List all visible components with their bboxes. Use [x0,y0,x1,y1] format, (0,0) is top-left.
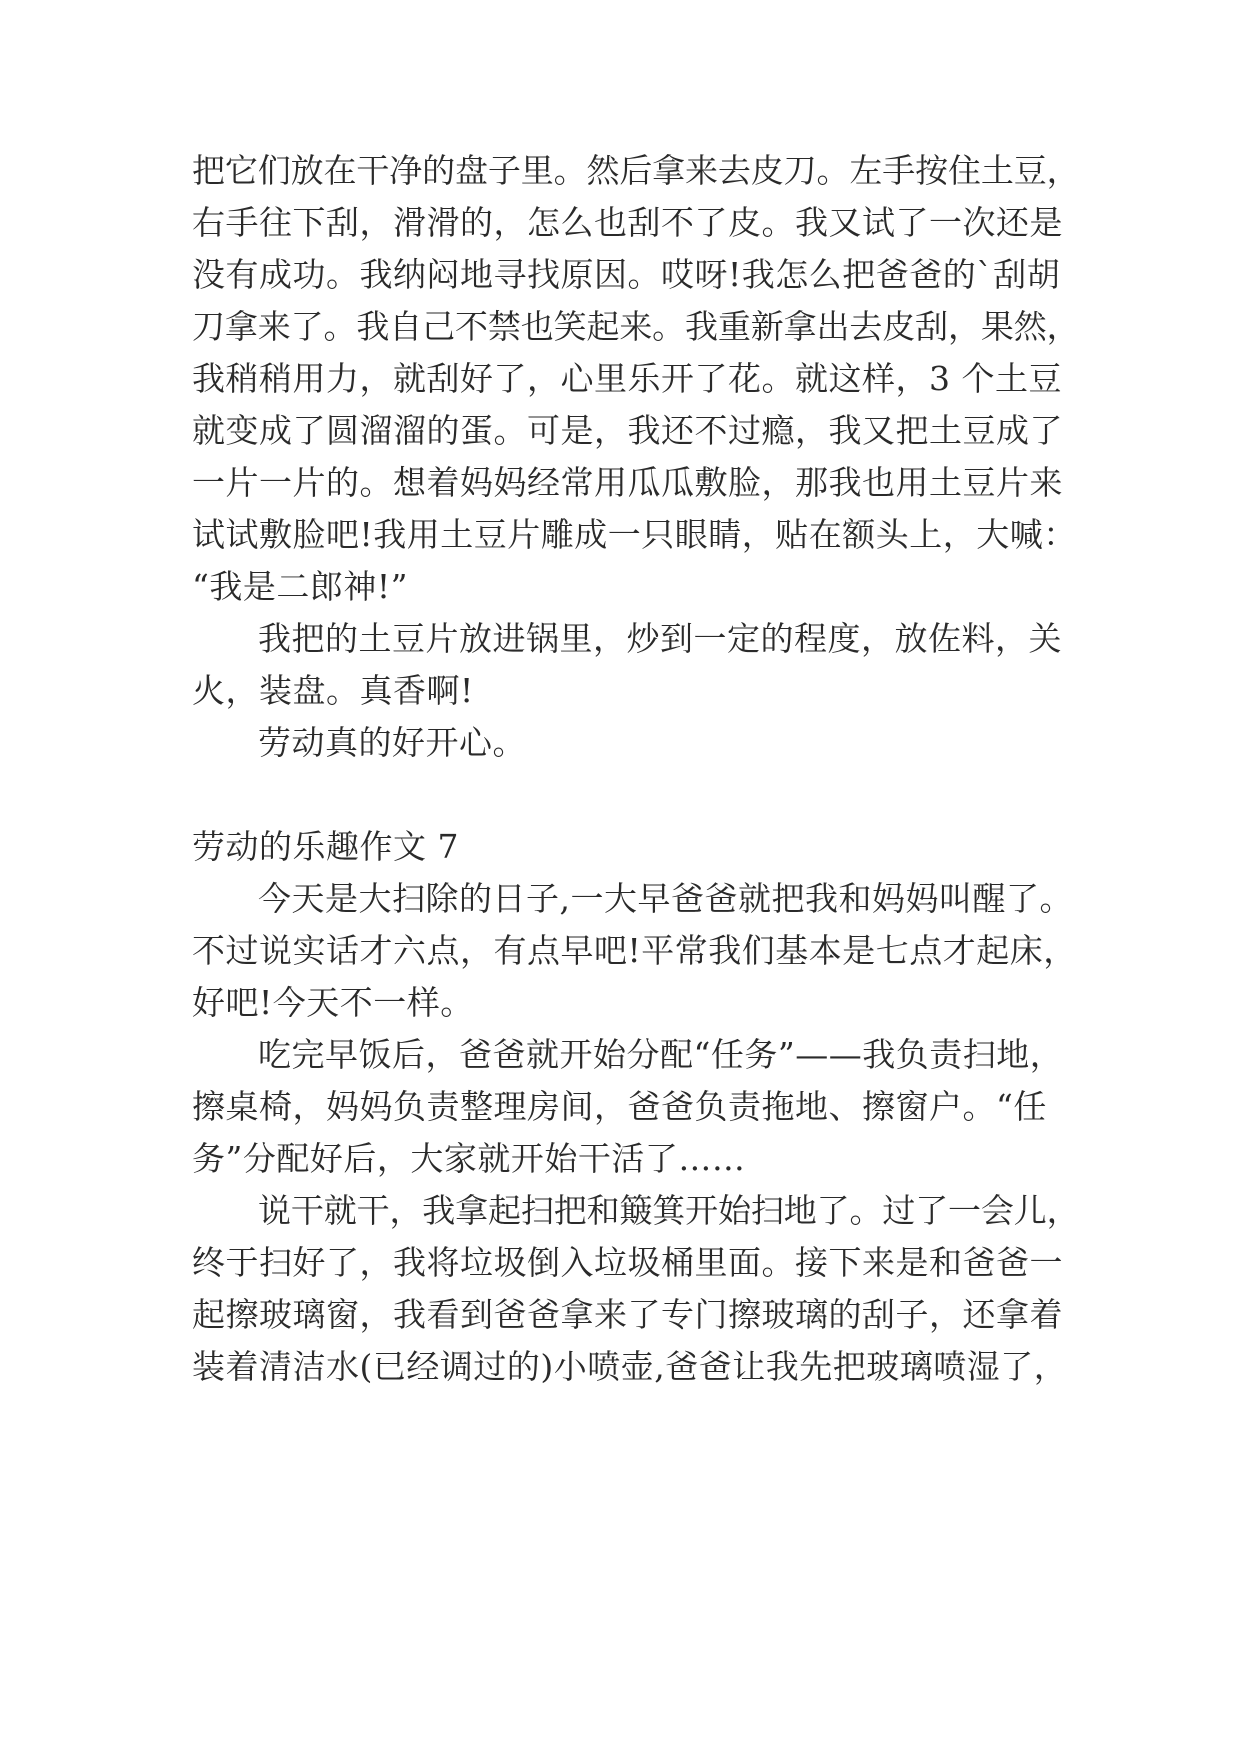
text-line: 火，装盘。真香啊! [192,671,474,710]
text-line: 我稍稍用力，就刮好了，心里乐开了花。就这样，3 个土豆 [192,359,1062,398]
text-line: 一片一片的。想着妈妈经常用瓜瓜敷脸，那我也用土豆片来 [192,463,1063,502]
text-line: 右手往下刮，滑滑的，怎么也刮不了皮。我又试了一次还是 [192,203,1063,242]
text-line: 终于扫好了，我将垃圾倒入垃圾桶里面。接下来是和爸爸一 [192,1243,1063,1282]
text-line: 务”分配好后，大家就开始干活了…… [192,1139,746,1178]
text-line: 擦桌椅，妈妈负责整理房间，爸爸负责拖地、擦窗户。“任 [192,1087,1047,1126]
text-line: 好吧!今天不一样。 [192,983,474,1022]
section-title: 劳动的乐趣作文 7 [192,827,459,866]
paragraph-start: 劳动真的好开心。 [258,723,526,762]
paragraph-start: 说干就干，我拿起扫把和簸箕开始扫地了。过了一会儿， [258,1191,1080,1230]
text-line: 起擦玻璃窗，我看到爸爸拿来了专门擦玻璃的刮子，还拿着 [192,1295,1063,1334]
paragraph-start: 我把的土豆片放进锅里，炒到一定的程度，放佐料，关 [258,619,1062,658]
text-line: 刀拿来了。我自己不禁也笑起来。我重新拿出去皮刮，果然， [192,307,1080,346]
paragraph-start: 吃完早饭后，爸爸就开始分配“任务”——我负责扫地， [258,1035,1064,1074]
text-line: 把它们放在干净的盘子里。然后拿来去皮刀。左手按住土豆， [192,151,1080,190]
text-line: 不过说实话才六点，有点早吧!平常我们基本是七点才起床， [192,931,1077,970]
text-line: “我是二郎神!” [192,567,409,606]
text-line: 试试敷脸吧!我用土豆片雕成一只眼睛，贴在额头上，大喊： [192,515,1077,554]
text-line: 就变成了圆溜溜的蛋。可是，我还不过瘾，我又把土豆成了 [192,411,1063,450]
paragraph-start: 今天是大扫除的日子,一大早爸爸就把我和妈妈叫醒了。 [258,879,1073,918]
text-line: 没有成功。我纳闷地寻找原因。哎呀!我怎么把爸爸的`刮胡 [192,255,1061,294]
text-line: 装着清洁水(已经调过的)小喷壶,爸爸让我先把玻璃喷湿了， [192,1347,1068,1386]
